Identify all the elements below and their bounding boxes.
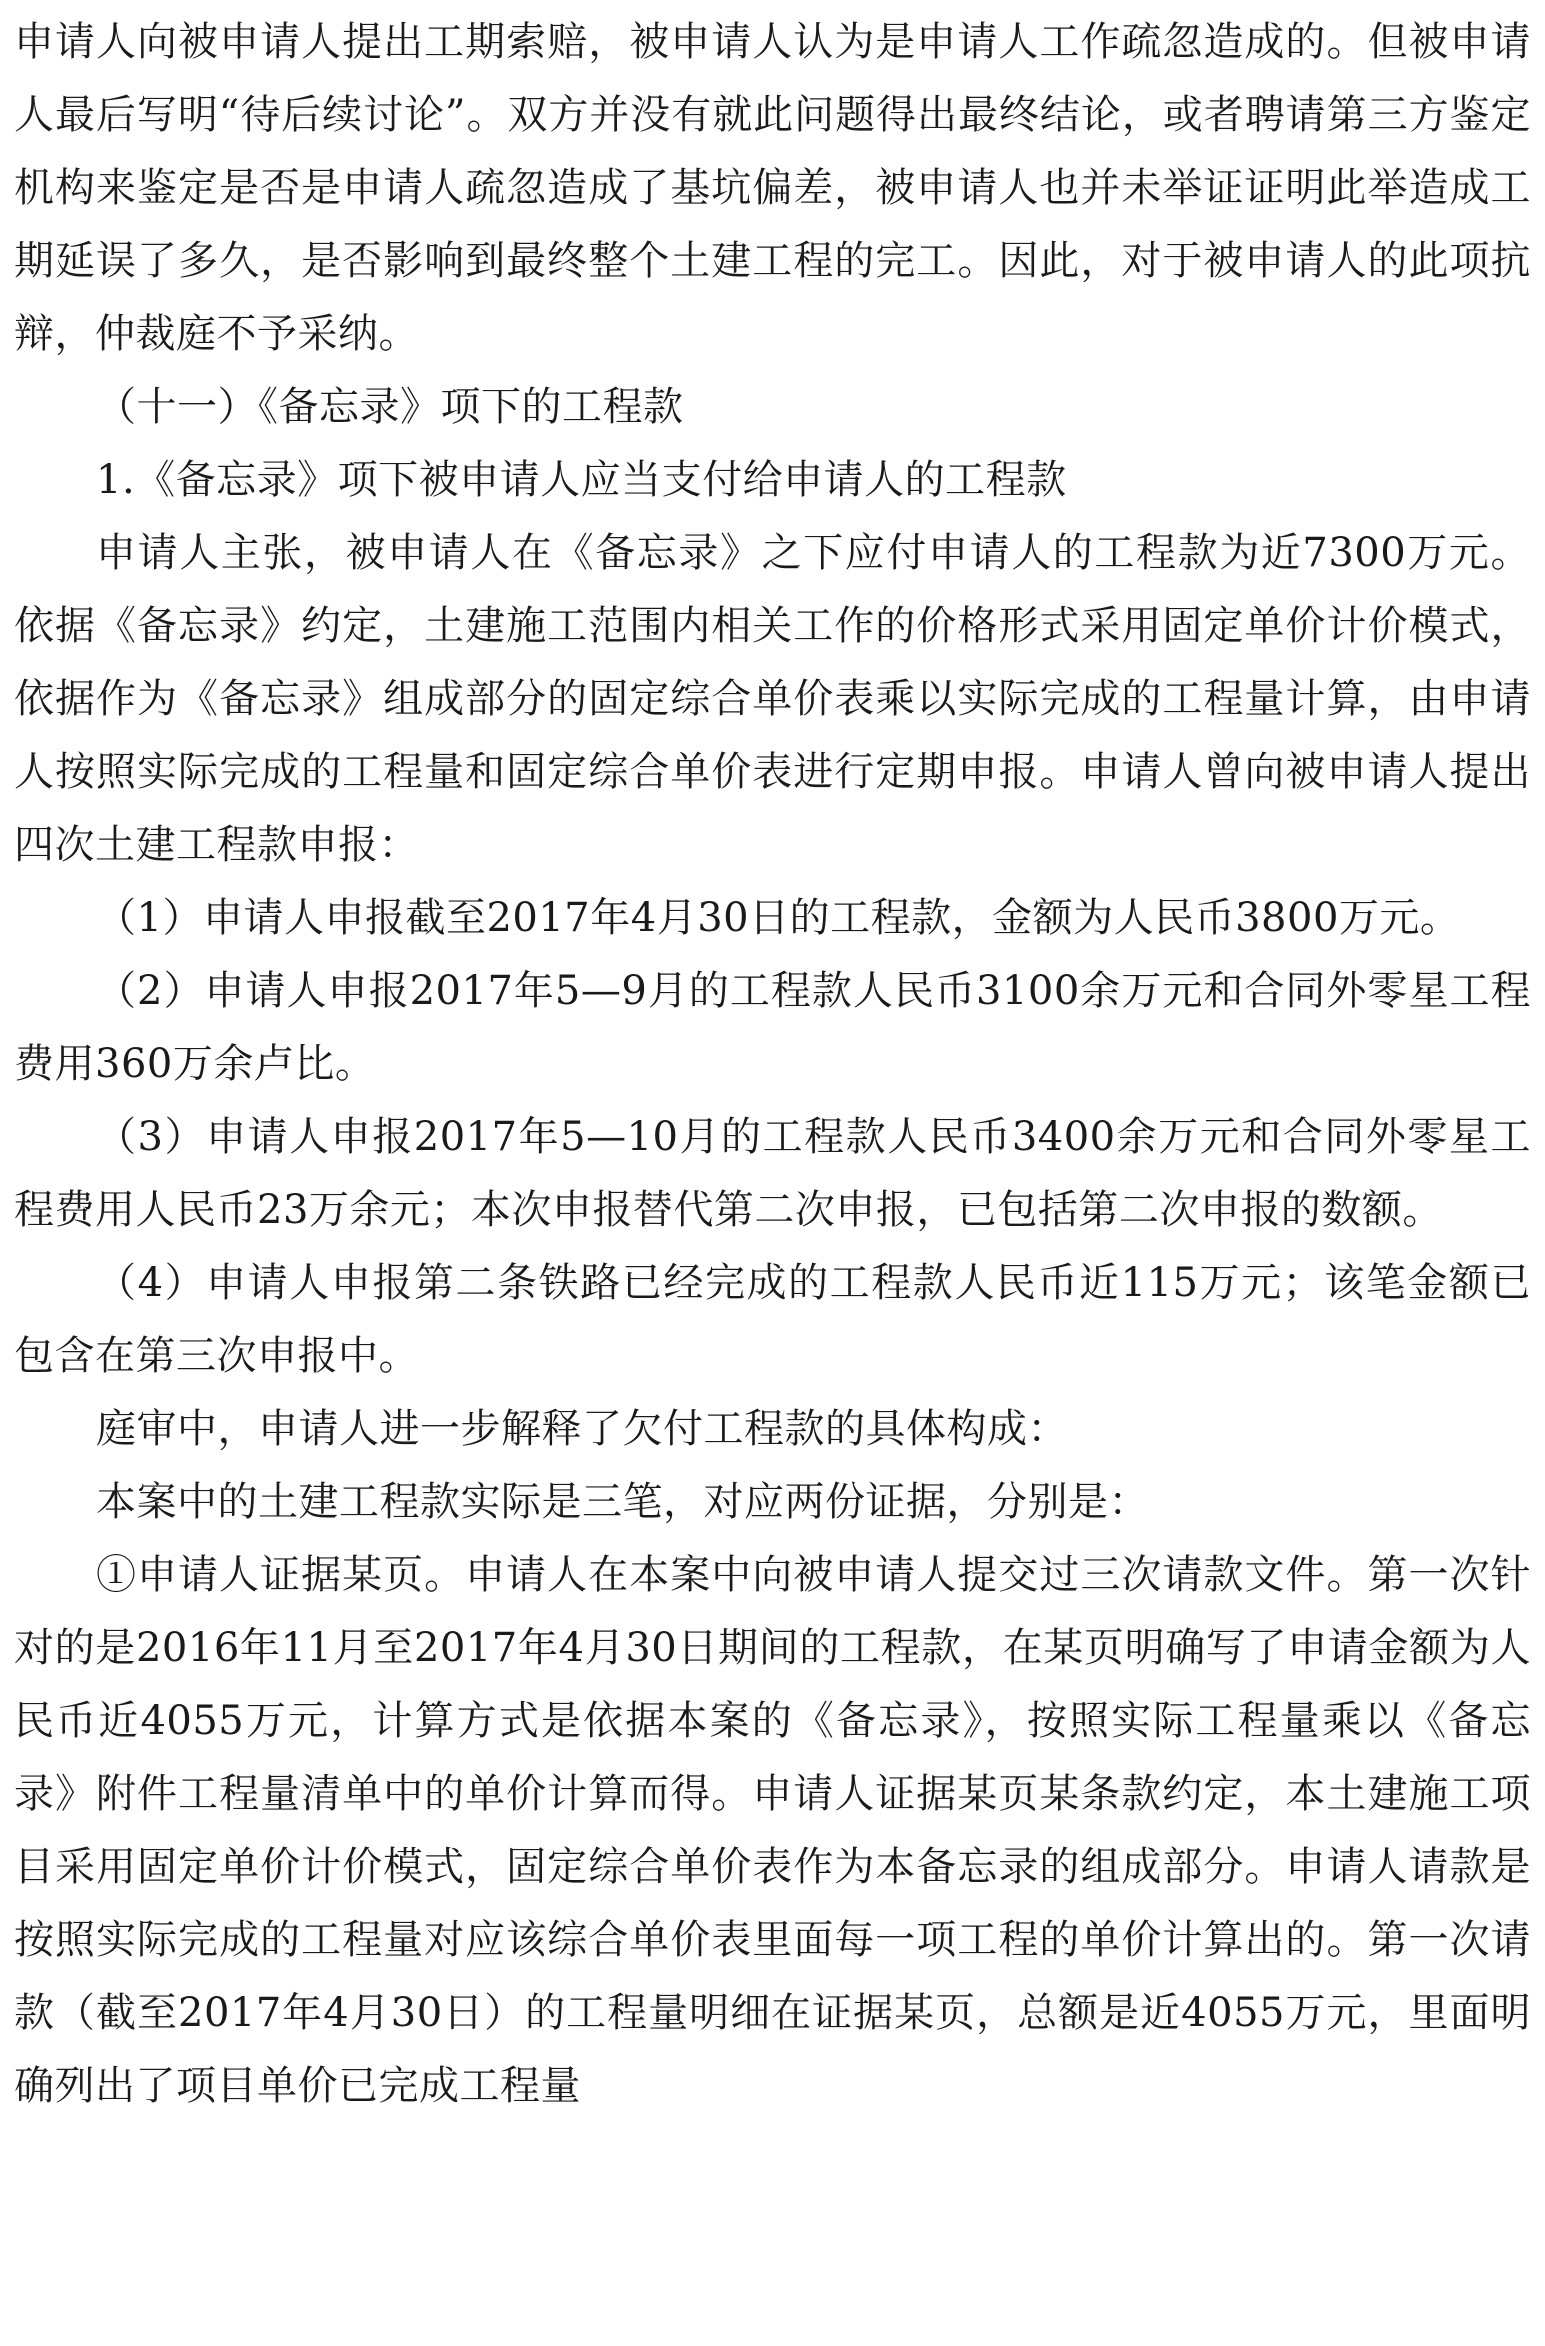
section-heading-11: （十一）《备忘录》项下的工程款 — [96, 384, 684, 430]
paragraph-declaration-2: （2）申请人申报2017年5—9月的工程款人民币3100余万元和合同外零星工程费用360万余卢比。 — [14, 968, 1531, 1087]
paragraph-claim-amount: 申请人主张，被申请人在《备忘录》之下应付申请人的工程款为近7300万元。依据《备忘录》约定，土建施工范围内相关工作的价格形式采用固定单价计价模式，依据作为《备忘录》组成部分的固定综合单价表乘以实际完成的工程量计算，由申请人按照实际完成的工程量和固定综合单价表进行定期申报。申请人曾向被申请人提出四次土建工程款申报： — [14, 530, 1531, 868]
paragraph-hearing: 庭审中，申请人进一步解释了欠付工程款的具体构成： — [96, 1406, 1068, 1452]
paragraph-delay-claim: 申请人向被申请人提出工期索赔，被申请人认为是申请人工作疏忽造成的。但被申请人最后写明“待后续讨论”。双方并没有就此问题得出最终结论，或者聘请第三方鉴定机构来鉴定是否是申请人疏忽造成了基坑偏差，被申请人也并未举证证明此举造成工期延误了多久，是否影响到最终整个土建工程的完工。因此，对于被申请人的此项抗辩，仲裁庭不予采纳。 — [14, 19, 1531, 357]
paragraph-three-items: 本案中的土建工程款实际是三笔，对应两份证据，分别是： — [96, 1479, 1149, 1525]
subsection-heading-1: 1.《备忘录》项下被申请人应当支付给申请人的工程款 — [96, 457, 1067, 503]
paragraph-evidence-1: ①申请人证据某页。申请人在本案中向被申请人提交过三次请款文件。第一次针对的是2016年11月至2017年4月30日期间的工程款，在某页明确写了申请金额为人民币近4055万元，计算方式是依据本案的《备忘录》，按照实际工程量乘以《备忘录》附件工程量清单中的单价计算而得。申请人证据某页某条款约定，本土建施工项目采用固定单价计价模式，固定综合单价表作为本备忘录的组成部分。申请人请款是按照实际完成的工程量对应该综合单价表里面每一项工程的单价计算出的。第一次请款（截至2017年4月30日）的工程量明细在证据某页，总额是近4055万元，里面明确列出了项目单价已完成工程量 — [14, 1552, 1531, 2109]
paragraph-declaration-4: （4）申请人申报第二条铁路已经完成的工程款人民币近115万元；该笔金额已包含在第三次申报中。 — [14, 1260, 1531, 1379]
paragraph-declaration-1: （1）申请人申报截至2017年4月30日的工程款，金额为人民币3800万元。 — [96, 895, 1461, 941]
paragraph-declaration-3: （3）申请人申报2017年5—10月的工程款人民币3400余万元和合同外零星工程费用人民币23万余元；本次申报替代第二次申报，已包括第二次申报的数额。 — [14, 1114, 1531, 1233]
